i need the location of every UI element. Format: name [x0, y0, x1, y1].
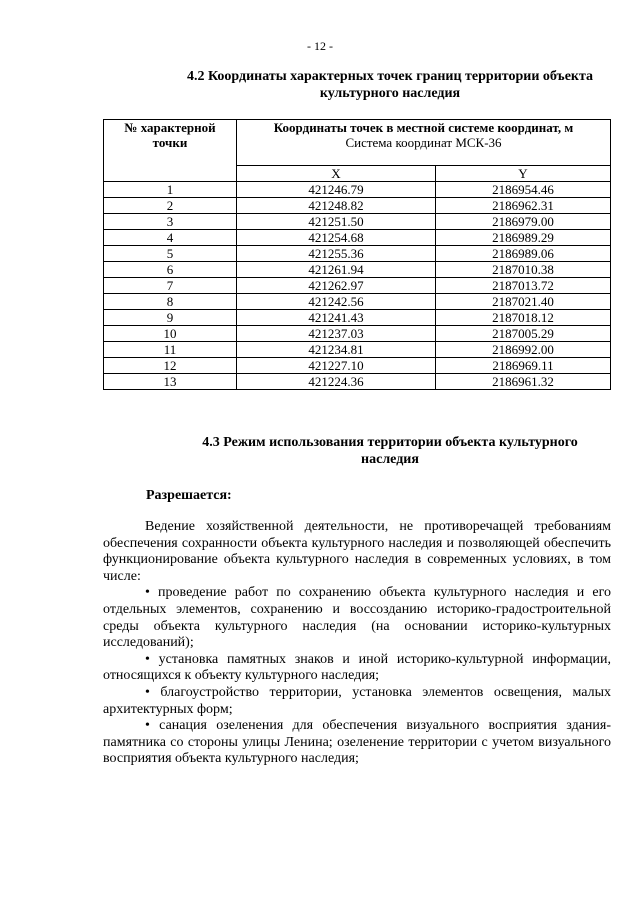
y-coordinate-cell: 2186962.31 [436, 198, 611, 214]
table-row [104, 374, 611, 390]
table-row [104, 262, 611, 278]
section-4-3-title-line1: 4.3 Режим использования территории объекта культурного [202, 435, 578, 450]
y-coordinate-cell: 2186992.00 [436, 342, 611, 358]
point-number-cell: 2 [104, 198, 237, 214]
section-4-2-title-line1: 4.2 Координаты характерных точек границ территории объекта [186, 69, 594, 84]
table-row [104, 310, 611, 326]
header-coordinates [237, 120, 611, 166]
bullet-item: • установка памятных знаков и иной историко-культурной информации, относящихся к объекту культурного наследия; [103, 651, 611, 684]
point-number-cell: 9 [104, 310, 237, 326]
x-coordinate-cell: 421251.50 [237, 214, 436, 230]
allowed-label: Разрешается: [146, 488, 232, 503]
table-row [104, 198, 611, 214]
page-number: - 12 - [307, 39, 333, 53]
y-coordinate-cell: 2187018.12 [436, 310, 611, 326]
y-coordinate-cell: 2187021.40 [436, 294, 611, 310]
bullet-item: • благоустройство территории, установка элементов освещения, малых архитектурных форм; [103, 684, 611, 717]
x-coordinate-cell: 421227.10 [237, 358, 436, 374]
point-number-cell: 1 [104, 182, 237, 198]
table-row [104, 182, 611, 198]
y-coordinate-cell: 2186969.11 [436, 358, 611, 374]
table-row [104, 342, 611, 358]
x-coordinate-cell: 421246.79 [237, 182, 436, 198]
point-number-cell: 6 [104, 262, 237, 278]
y-coordinate-cell: 2186961.32 [436, 374, 611, 390]
point-number-cell: 5 [104, 246, 237, 262]
y-coordinate-cell: 2187005.29 [436, 326, 611, 342]
y-coordinate-cell: 2186954.46 [436, 182, 611, 198]
x-coordinate-cell: 421261.94 [237, 262, 436, 278]
section-4-3-heading [170, 434, 610, 468]
header-point-number: № характерной точки [104, 120, 237, 182]
table-row [104, 230, 611, 246]
x-coordinate-cell: 421248.82 [237, 198, 436, 214]
x-coordinate-cell: 421254.68 [237, 230, 436, 246]
x-coordinate-cell: 421224.36 [237, 374, 436, 390]
table-row [104, 358, 611, 374]
paragraph-intro: Ведение хозяйственной деятельности, не противоречащей требованиям обеспечения сохранности объекта культурного наследия и позволяющей обеспечить функционирование объекта культурного наследия в современных условиях, в том числе: [103, 519, 611, 584]
x-coordinate-cell: 421241.43 [237, 310, 436, 326]
header-coordinates-title: Координаты точек в местной системе координат, м [273, 120, 574, 135]
x-coordinate-cell: 421237.03 [237, 326, 436, 342]
bullet-item: • проведение работ по сохранению объекта культурного наследия и его отдельных элементов, сохранению и воссозданию историко-градостроительной среды объекта культурного наследия (на основании историко-культурных исследований); [103, 585, 611, 651]
y-coordinate-cell: 2186979.00 [436, 214, 611, 230]
coordinates-table [103, 119, 611, 390]
x-coordinate-cell: 421255.36 [237, 246, 436, 262]
header-coordinate-system: Система координат МСК-36 [345, 135, 502, 150]
y-coordinate-cell: 2187013.72 [436, 278, 611, 294]
header-x: X [237, 166, 436, 182]
body-text [103, 519, 611, 768]
x-coordinate-cell: 421234.81 [237, 342, 436, 358]
x-coordinate-cell: 421242.56 [237, 294, 436, 310]
y-coordinate-cell: 2187010.38 [436, 262, 611, 278]
section-4-3-title-line2: наследия [361, 452, 419, 467]
point-number-cell: 8 [104, 294, 237, 310]
point-number-cell: 7 [104, 278, 237, 294]
bullet-item: • санация озеленения для обеспечения визуального восприятия здания-памятника со стороны улицы Ленина; озеленение территории с учетом визуального восприятия объекта культурного наследия; [103, 718, 611, 767]
table-row [104, 246, 611, 262]
point-number-cell: 4 [104, 230, 237, 246]
table-row [104, 214, 611, 230]
table-row [104, 326, 611, 342]
header-y: Y [436, 166, 611, 182]
section-4-2-title-line2: культурного наследия [319, 86, 461, 101]
coordinates-table-body [104, 182, 611, 390]
table-row [104, 278, 611, 294]
point-number-cell: 3 [104, 214, 237, 230]
point-number-cell: 10 [104, 326, 237, 342]
x-coordinate-cell: 421262.97 [237, 278, 436, 294]
point-number-cell: 13 [104, 374, 237, 390]
point-number-cell: 11 [104, 342, 237, 358]
table-row [104, 294, 611, 310]
point-number-cell: 12 [104, 358, 237, 374]
y-coordinate-cell: 2186989.06 [436, 246, 611, 262]
y-coordinate-cell: 2186989.29 [436, 230, 611, 246]
section-4-2-heading [150, 68, 630, 102]
